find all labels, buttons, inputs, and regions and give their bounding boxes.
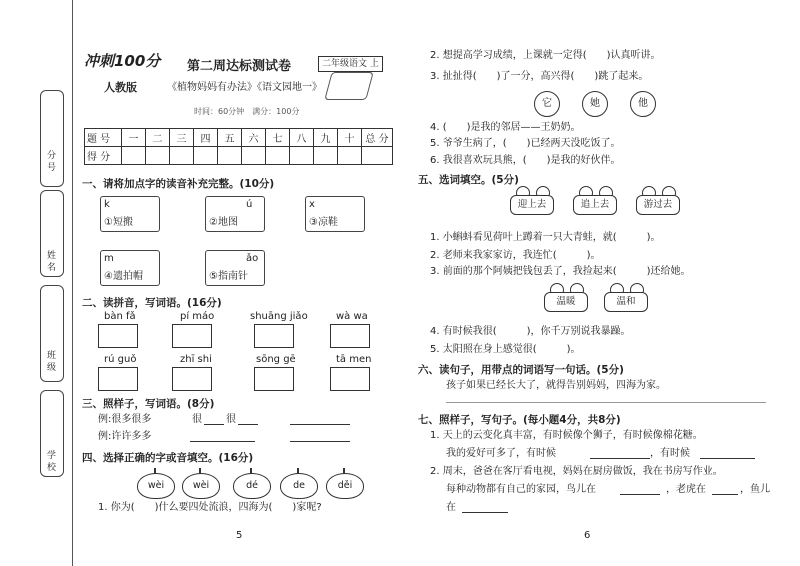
q2-title: 二、读拼音，写词语。(16分)	[82, 297, 222, 309]
q1-pinyin: k	[104, 199, 110, 210]
q2-grid[interactable]	[330, 324, 370, 348]
q2-pinyin-7: sōng gē	[256, 354, 296, 365]
q1-word: ②地图	[209, 217, 238, 228]
score-input[interactable]	[338, 147, 362, 165]
page-title: 第二周达标测试卷	[187, 59, 292, 74]
q1-box-1[interactable]	[100, 196, 160, 232]
q2-pinyin-2: pí máo	[180, 311, 215, 322]
score-input[interactable]	[122, 147, 146, 165]
score-cell: 十	[338, 129, 362, 147]
q1-box-4[interactable]	[100, 250, 160, 286]
frog-word	[604, 283, 648, 313]
side-box-1	[40, 90, 64, 187]
side-label-2: 姓 名	[45, 250, 55, 271]
page-number-left: 5	[236, 530, 243, 541]
score-input[interactable]	[314, 147, 338, 165]
score-label: 得 分	[85, 147, 122, 165]
q3-example-1: 例:很多很多	[98, 414, 152, 425]
q6-title: 六、读句子，用带点的词语写一句话。(5分)	[418, 364, 624, 376]
q7-example-2: 2. 周末，爸爸在客厅看电视，妈妈在厨房做饭，我在书房写作业。	[430, 466, 723, 477]
score-cell: 一	[122, 129, 146, 147]
q1-pinyin: x	[309, 199, 315, 210]
side-label-3: 班 级	[45, 350, 55, 371]
r-line-2: 2. 想提高学习成绩，上课就一定得( )认真听讲。	[430, 50, 661, 61]
q2-grid[interactable]	[98, 324, 138, 348]
score-input[interactable]	[266, 147, 290, 165]
q1-pinyin: m	[104, 253, 114, 264]
choice-char: 他	[630, 91, 656, 117]
q2-pinyin-5: rú guǒ	[104, 354, 137, 365]
q2-pinyin-6: zhī shi	[180, 354, 212, 365]
q7-stem-1a: 我的爱好可多了，有时候	[446, 448, 556, 459]
q2-grid[interactable]	[172, 324, 212, 348]
score-table	[84, 128, 393, 165]
q3-title: 三、照样子，写词语。(8分)	[82, 398, 215, 410]
score-cell: 五	[218, 129, 242, 147]
apple-option: wèi	[182, 473, 220, 499]
q3-hen: 很	[226, 414, 236, 425]
q7-example-1: 1. 天上的云变化真丰富，有时候像个狮子，有时候像棉花糖。	[430, 430, 703, 441]
q2-grid[interactable]	[172, 367, 212, 391]
q1-title: 一、请将加点字的读音补充完整。(10分)	[82, 178, 275, 190]
q6-sentence: 孩子如果已经长大了，就得告别妈妈，四海为家。	[446, 380, 666, 391]
score-input[interactable]	[194, 147, 218, 165]
r-line-6: 6. 我很喜欢玩具熊，( )是我的好伙伴。	[430, 155, 621, 166]
q1-word: ③凉鞋	[309, 217, 338, 228]
q5-title: 五、选词填空。(5分)	[418, 174, 519, 186]
q2-grid[interactable]	[98, 367, 138, 391]
frog-label: 温暖	[544, 292, 588, 312]
apple-option: wèi	[137, 473, 175, 499]
frog-word	[573, 186, 617, 216]
q2-pinyin-1: bàn fǎ	[104, 311, 136, 322]
q1-word: ④遗拍帽	[104, 271, 143, 282]
score-cell: 题 号	[85, 129, 122, 147]
q4-sentence: 1. 你为( )什么要四处流浪，四海为( )家呢?	[98, 502, 322, 513]
score-cell: 七	[266, 129, 290, 147]
score-cell: 八	[290, 129, 314, 147]
score-cell: 九	[314, 129, 338, 147]
q3-blank[interactable]	[290, 441, 350, 442]
choice-char: 它	[534, 91, 560, 117]
q7-blank[interactable]	[462, 512, 508, 513]
q1-box-2[interactable]	[205, 196, 265, 232]
q2-grid[interactable]	[330, 367, 370, 391]
frog-label: 迎上去	[510, 195, 554, 215]
brand-logo: 冲刺100分	[84, 52, 161, 70]
q5-line-2: 2. 老师来我家家访，我连忙( )。	[430, 250, 601, 261]
binding-line	[72, 0, 73, 566]
q2-pinyin-3: shuāng jiǎo	[250, 311, 308, 322]
score-input[interactable]	[146, 147, 170, 165]
q6-answer-line[interactable]	[446, 402, 766, 403]
edition-label: 人教版	[104, 81, 137, 94]
time-info: 时间：60分钟 满分：100分	[194, 107, 300, 116]
q7-stem-2b: ，老虎在	[666, 484, 706, 495]
q5-line-1: 1. 小蝌蚪看见荷叶上蹲着一只大青蛙，就( )。	[430, 232, 661, 243]
q7-blank[interactable]	[712, 494, 738, 495]
q7-title: 七、照样子，写句子。(每小题4分，共8分)	[418, 414, 621, 426]
frog-label: 追上去	[573, 195, 617, 215]
q2-pinyin-8: tā men	[336, 354, 372, 365]
q3-blank[interactable]	[204, 424, 224, 425]
q4-title: 四、选择正确的字或音填空。(16分)	[82, 452, 254, 464]
score-cell: 总 分	[362, 129, 393, 147]
frog-word	[544, 283, 588, 313]
q1-box-3[interactable]	[305, 196, 365, 232]
score-row-header	[85, 129, 393, 147]
q1-box-5[interactable]	[205, 250, 265, 286]
q1-pinyin: ǎo	[246, 253, 259, 264]
r-line-4: 4. ( )是我的邻居——王奶奶。	[430, 122, 581, 133]
q1-pinyin: ú	[246, 199, 253, 210]
q5-line-4: 4. 有时候我很( )，你千万别说我暴躁。	[430, 326, 631, 337]
score-input[interactable]	[290, 147, 314, 165]
q7-blank[interactable]	[620, 494, 660, 495]
apple-option: dé	[233, 473, 271, 499]
page-number-right: 6	[584, 530, 591, 541]
score-input[interactable]	[170, 147, 194, 165]
book-illustration	[324, 72, 374, 100]
subtitle: 《植物妈妈有办法》《语文园地一》	[167, 82, 322, 93]
frog-word	[636, 186, 680, 216]
q1-word: ①短搬	[104, 217, 133, 228]
q2-grid[interactable]	[254, 324, 294, 348]
q3-blank[interactable]	[190, 441, 255, 442]
frog-word	[510, 186, 554, 216]
q3-hen: 很	[192, 414, 202, 425]
q2-pinyin-4: wà wa	[336, 311, 368, 322]
q3-blank[interactable]	[290, 424, 350, 425]
q1-word: ⑤指南针	[209, 271, 248, 282]
score-cell: 二	[146, 129, 170, 147]
score-input[interactable]	[362, 147, 393, 165]
score-input[interactable]	[218, 147, 242, 165]
q5-line-3: 3. 前面的那个阿姨把钱包丢了，我捡起来( )还给她。	[430, 266, 691, 277]
grade-label: 二年级语文 上	[318, 56, 383, 72]
q7-stem-2d: 在	[446, 502, 456, 513]
frog-label: 游过去	[636, 195, 680, 215]
choice-char: 她	[582, 91, 608, 117]
q7-blank[interactable]	[700, 458, 755, 459]
score-cell: 三	[170, 129, 194, 147]
q3-blank[interactable]	[238, 424, 258, 425]
score-cell: 六	[242, 129, 266, 147]
apple-option: děi	[326, 473, 364, 499]
q7-blank[interactable]	[590, 458, 650, 459]
score-input[interactable]	[242, 147, 266, 165]
q3-example-2: 例:许许多多	[98, 431, 152, 442]
score-cell: 四	[194, 129, 218, 147]
q7-stem-2c: ，鱼儿	[740, 484, 770, 495]
r-line-3: 3. 扯扯得( )了一分，高兴得( )跳了起来。	[430, 71, 649, 82]
q5-line-5: 5. 太阳照在身上感觉很( )。	[430, 344, 581, 355]
q7-stem-2a: 每种动物都有自己的家园，鸟儿在	[446, 484, 596, 495]
side-label-1: 分 号	[45, 150, 55, 171]
side-label-4: 学 校	[45, 450, 55, 471]
r-line-5: 5. 爷爷生病了，( )已经两天没吃饭了。	[430, 138, 621, 149]
apple-option: de	[280, 473, 318, 499]
q7-stem-1b: ，有时候	[650, 448, 690, 459]
frog-label: 温和	[604, 292, 648, 312]
score-row-values	[85, 147, 393, 165]
q2-grid[interactable]	[254, 367, 294, 391]
